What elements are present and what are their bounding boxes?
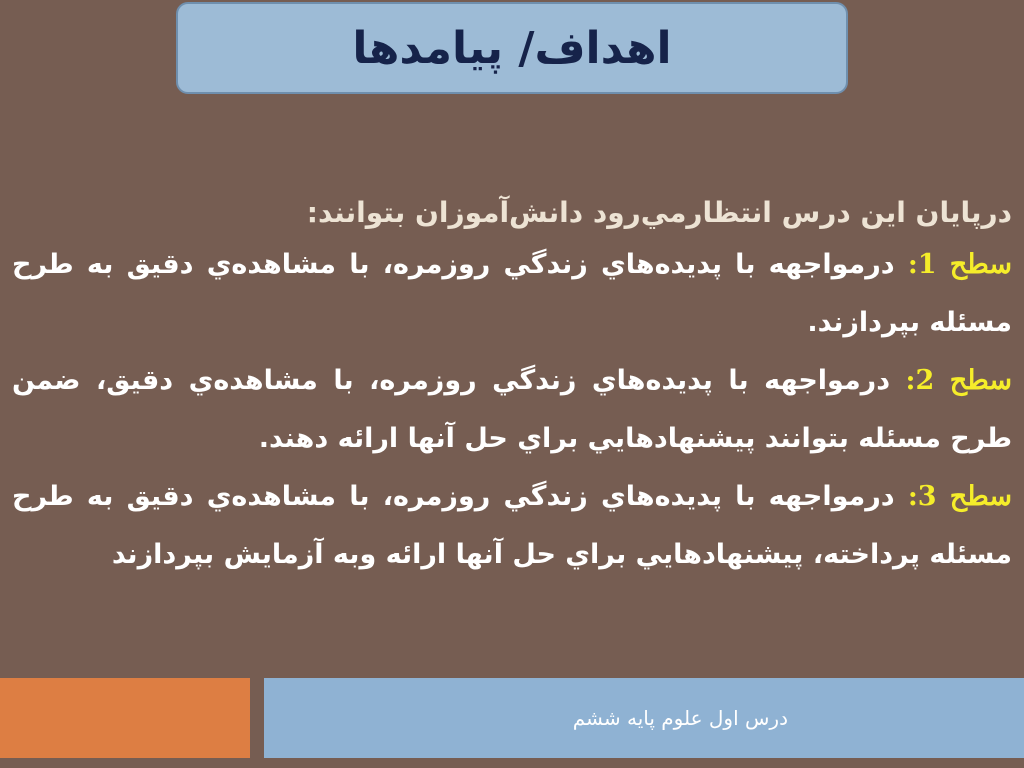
level-2-label: سطح 2:: [905, 365, 1012, 396]
footer-accent-block: [0, 678, 250, 758]
slide-title: اهداف/ پیامدها: [352, 22, 672, 74]
footer-text: درس اول علوم پایه ششم: [572, 706, 788, 730]
footer-bar: [264, 678, 1024, 758]
level-3-text: درمواجهه با پديده‌هاي زندگي روزمره، با مشاهده‌ي دقيق به طرح مسئله پرداخته، پیشنهادهايي براي حل آنها ارائه وبه آزمايش بپردازند: [12, 481, 1012, 570]
level-1: [12, 236, 1012, 352]
level-3: [12, 468, 1012, 584]
level-2: [12, 352, 1012, 468]
title-box: [176, 2, 848, 94]
intro-text: درپایان این درس انتظارمي‌رود دانش‌آموزان بتوانند:: [306, 196, 1012, 229]
level-1-label: سطح 1:: [907, 249, 1012, 280]
level-2-text: درمواجهه با پديده‌هاي زندگي روزمره، با مشاهده‌ي دقيق، ضمن طرح مسئله بتوانند پیشنهادهايي براي حل آنها ارائه دهند.: [12, 365, 1012, 454]
slide-content: [12, 190, 1012, 584]
level-1-text: درمواجهه با پديده‌هاي زندگي روزمره، با مشاهده‌ي دقيق به طرح مسئله بپردازند.: [12, 249, 1012, 338]
level-3-label: سطح 3:: [907, 481, 1012, 512]
